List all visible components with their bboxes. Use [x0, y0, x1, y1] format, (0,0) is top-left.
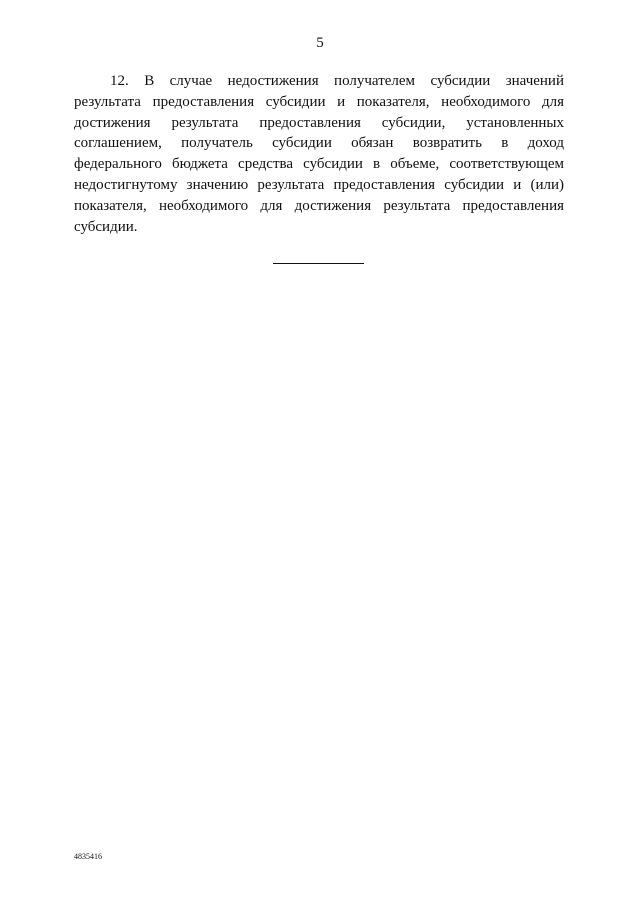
paragraph-12: 12. В случае недостижения получателем субсидии значений результата предоставления субсидии и показателя, необходимого для достижения результата предоставления субсидии, установленных соглашением, получатель субсидии обязан возвратить в доход федерального бюджета средства субсидии в объеме, соответствующем недостигнутому значению результата предоставления субсидии и (или) показателя, необходимого для достижения результата предоставления субсидии. — [74, 73, 564, 235]
end-separator-line — [273, 263, 364, 264]
document-code: 4835416 — [74, 852, 102, 861]
page-number: 5 — [316, 35, 324, 51]
